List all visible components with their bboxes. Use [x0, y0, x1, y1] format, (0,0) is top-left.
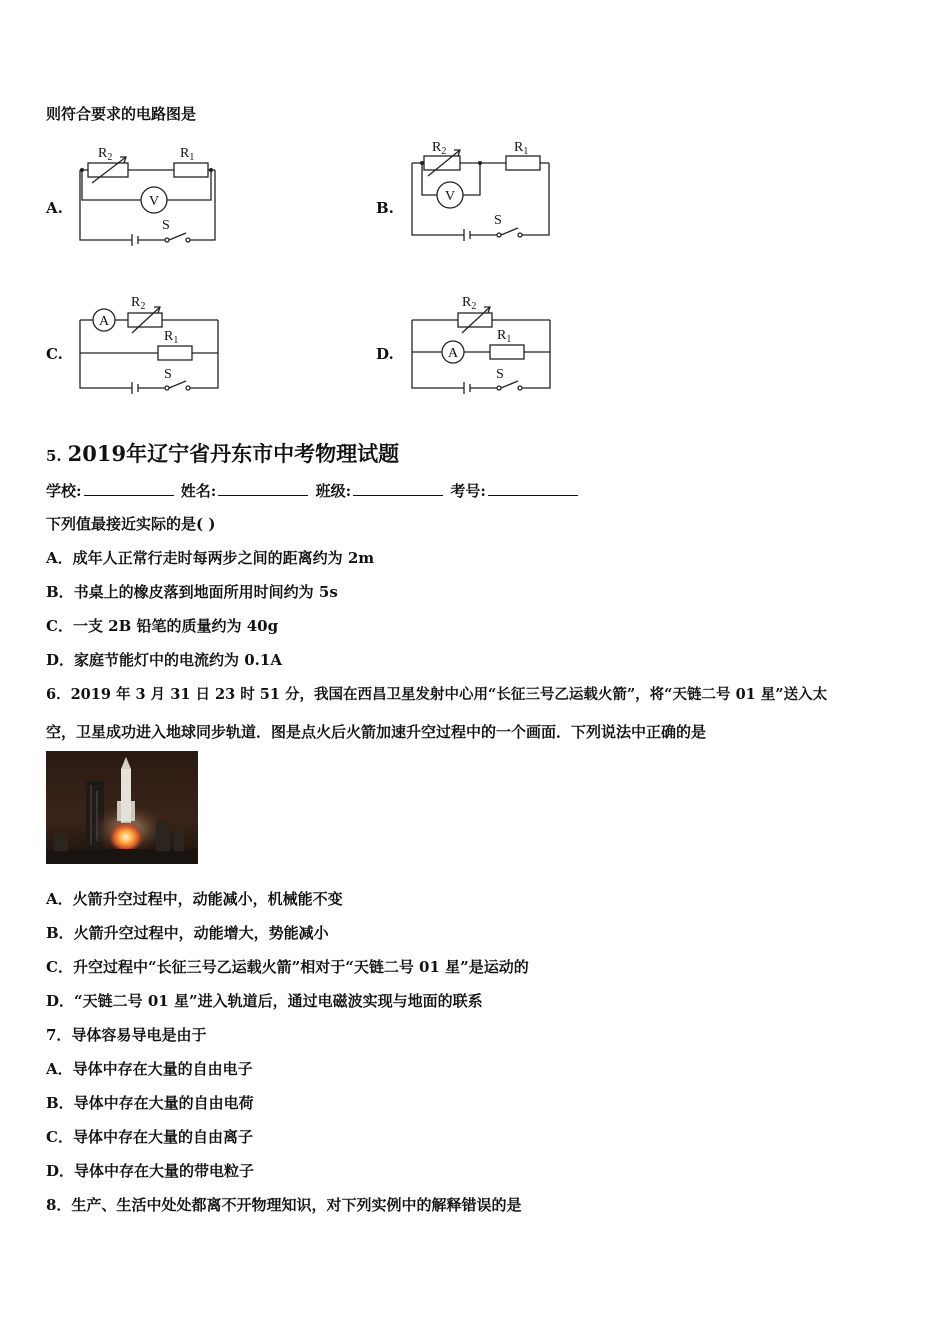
circuit-c-r2-label: $R_2$	[131, 295, 146, 312]
circuit-d-switch-label: S	[496, 367, 504, 382]
circuit-c-r1-label: $R_1$	[164, 329, 179, 346]
circuit-a-voltmeter: V	[149, 194, 160, 209]
q5-option-d: D．家庭节能灯中的电流约为 0.1A	[46, 651, 282, 669]
q5-stem: 下列值最接近实际的是( )	[46, 515, 216, 533]
exam-no-blank[interactable]	[488, 483, 578, 496]
circuit-b-diagram	[402, 135, 562, 245]
circuit-c-switch-label: S	[164, 367, 172, 382]
circuit-b-r2-label: $R_2$	[432, 140, 447, 157]
circuit-c-label: C.	[46, 345, 63, 363]
q7-option-c: C．导体中存在大量的自由离子	[46, 1128, 253, 1146]
circuit-d-r2-label: $R_2$	[462, 295, 477, 312]
q6-stem-line2: 空，卫星成功进入地球同步轨道．图是点火后火箭加速升空过程中的一个画面．下列说法中正确的是	[46, 723, 707, 741]
rocket-launch-photo	[46, 751, 198, 864]
class-blank[interactable]	[353, 483, 443, 496]
q5-option-b: B．书桌上的橡皮落到地面所用时间约为 5s	[46, 583, 338, 601]
circuit-b-r1-label: $R_1$	[514, 140, 529, 157]
circuit-b-voltmeter: V	[445, 189, 456, 204]
circuit-a-r1-label: $R_1$	[180, 146, 195, 163]
question-number: 5.	[46, 447, 62, 465]
q6-option-b: B．火箭升空过程中，动能增大，势能减小	[46, 924, 329, 942]
class-label: 班级:	[315, 482, 352, 500]
circuit-d-label: D.	[376, 345, 394, 363]
q6-option-d: D．“天链二号 01 星”进入轨道后，通过电磁波实现与地面的联系	[46, 992, 483, 1010]
q7-option-d: D．导体中存在大量的带电粒子	[46, 1162, 255, 1180]
circuit-a-label: A.	[46, 199, 63, 217]
circuit-d-ammeter: A	[448, 346, 459, 361]
circuit-d-diagram	[402, 290, 562, 400]
school-blank[interactable]	[84, 483, 174, 496]
student-info-line	[46, 480, 580, 501]
circuit-a-switch-label: S	[162, 218, 170, 233]
circuit-a-diagram	[70, 140, 230, 250]
exam-title-text: 2019年辽宁省丹东市中考物理试题	[67, 441, 400, 466]
q5-option-c: C．一支 2B 铅笔的质量约为 40g	[46, 617, 279, 635]
circuit-b-label: B.	[376, 199, 394, 217]
circuit-d-r1-label: $R_1$	[497, 328, 512, 345]
circuit-c-ammeter: A	[99, 314, 110, 329]
q5-option-a: A．成年人正常行走时每两步之间的距离约为 2m	[46, 549, 375, 567]
name-blank[interactable]	[218, 483, 308, 496]
circuit-a-r2-label: $R_2$	[98, 146, 113, 163]
q6-stem-line1: 6．2019 年 3 月 31 日 23 时 51 分，我国在西昌卫星发射中心用“长征三号乙运载火箭”，将“天链二号 01 星”送入太	[46, 686, 828, 703]
q6-option-c: C．升空过程中“长征三号乙运载火箭”相对于“天链二号 01 星”是运动的	[46, 958, 529, 976]
circuit-b-switch-label: S	[494, 213, 502, 228]
q7-option-a: A．导体中存在大量的自由电子	[46, 1060, 253, 1078]
q8-stem: 8．生产、生活中处处都离不开物理知识，对下列实例中的解释错误的是	[46, 1196, 522, 1214]
exam-title	[46, 438, 399, 468]
circuit-c-diagram	[70, 290, 230, 400]
q7-option-b: B．导体中存在大量的自由电荷	[46, 1094, 254, 1112]
exam-no-label: 考号:	[450, 482, 486, 500]
q7-stem: 7．导体容易导电是由于	[46, 1026, 207, 1044]
q6-option-a: A．火箭升空过程中，动能减小，机械能不变	[46, 890, 343, 908]
intro-text: 则符合要求的电路图是	[46, 105, 197, 123]
name-label: 姓名:	[180, 482, 217, 500]
school-label: 学校:	[46, 482, 82, 500]
